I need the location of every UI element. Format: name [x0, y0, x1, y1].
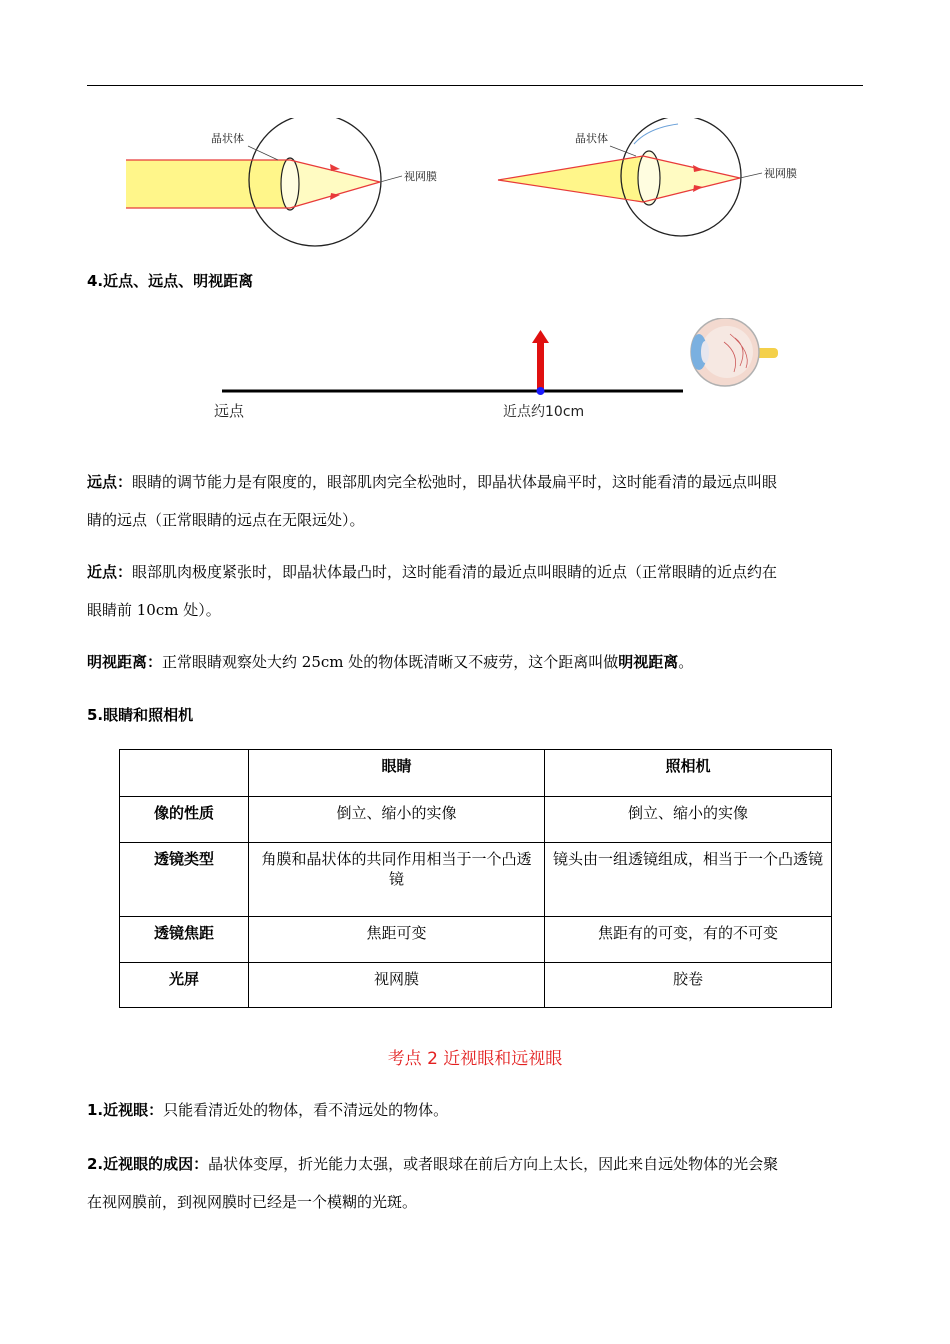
far-point-line2: 睛的远点（正常眼睛的远点在无限远处）。 [87, 511, 365, 529]
right-retina-leader [740, 173, 762, 178]
left-eye-diagram [126, 118, 437, 246]
clear-vision-end: 。 [678, 653, 694, 671]
table-row [120, 797, 832, 843]
clear-vision-term: 明视距离： [87, 653, 163, 671]
table-cell-camera: 倒立、缩小的实像 [545, 797, 832, 843]
left-retina-label: 视网膜 [404, 170, 437, 183]
section5-heading: 5.眼睛和照相机 [87, 706, 194, 724]
section4-heading: 4.近点、远点、明视距离 [87, 272, 254, 290]
myopia-definition-text: 只能看清近处的物体，看不清远处的物体。 [163, 1101, 449, 1119]
near-point-line1: 眼部肌肉极度紧张时，即晶状体最凸时，这时能看清的最近点叫眼睛的近点（正常眼睛的近点约在 [132, 563, 778, 581]
right-eye-diagram [498, 118, 797, 236]
near-point-term: 近点： [87, 563, 133, 581]
table-cell-eye: 视网膜 [249, 963, 545, 1008]
clear-vision-paragraph [87, 643, 863, 681]
near-far-point-diagram [200, 318, 800, 428]
far-point-paragraph [87, 463, 863, 539]
section-title: 考点 2 近视眼和远视眼 [387, 1049, 563, 1069]
table-cell-eye: 倒立、缩小的实像 [249, 797, 545, 843]
eyeball-illustration [691, 318, 778, 386]
myopia-definition-term: 1.近视眼： [87, 1101, 164, 1119]
table-header-cell: 照相机 [545, 750, 832, 797]
table-row-label: 透镜类型 [120, 843, 249, 917]
right-lens-leader [610, 146, 636, 156]
myopia-cause-line1: 晶状体变厚，折光能力太强，或者眼球在前后方向上太长，因此来自远处物体的光会聚 [208, 1155, 779, 1173]
far-point-label: 远点 [214, 402, 245, 420]
left-ray-arrow-top [330, 164, 340, 171]
eye-lens [701, 341, 709, 363]
table-row [120, 843, 832, 917]
myopia-cause-term: 2.近视眼的成因： [87, 1155, 209, 1173]
right-cornea [634, 124, 678, 144]
table-cell-eye: 焦距可变 [249, 917, 545, 963]
near-point-paragraph [87, 553, 863, 629]
eye-camera-comparison-table [119, 749, 832, 1008]
myopia-cause-line2: 在视网膜前，到视网膜时已经是一个模糊的光斑。 [87, 1193, 418, 1211]
myopia-cause-paragraph [87, 1145, 863, 1221]
left-lens [281, 158, 299, 210]
table-row-label: 像的性质 [120, 797, 249, 843]
table-cell-eye: 角膜和晶状体的共同作用相当于一个凸透镜 [249, 843, 545, 917]
object-arrow-head [532, 330, 549, 343]
left-parallel-beam [126, 160, 290, 208]
left-retina-leader [380, 176, 402, 182]
eye-focus-diagram [118, 118, 818, 248]
clear-vision-text: 正常眼睛观察处大约 25cm 处的物体既清晰又不疲劳，这个距离叫做 [162, 653, 619, 671]
near-point-line2: 眼睛前 10cm 处）。 [87, 601, 221, 619]
table-header-cell [120, 750, 249, 797]
far-point-line1: 眼睛的调节能力是有限度的，眼部肌肉完全松弛时，即晶状体最扁平时，这时能看清的最远点叫眼 [132, 473, 778, 491]
right-retina-label: 视网膜 [764, 167, 797, 180]
table-header-row [120, 750, 832, 797]
clear-vision-term2: 明视距离 [618, 653, 679, 671]
table-row-label: 光屏 [120, 963, 249, 1008]
table-row-label: 透镜焦距 [120, 917, 249, 963]
near-point-label: 近点约10cm [503, 404, 585, 420]
table-row [120, 917, 832, 963]
top-rule [87, 85, 863, 86]
table-cell-camera: 镜头由一组透镜组成，相当于一个凸透镜 [545, 843, 832, 917]
object-arrow-shaft [537, 342, 544, 391]
left-lens-label: 晶状体 [211, 132, 244, 145]
myopia-definition-paragraph [87, 1091, 863, 1129]
table-row [120, 963, 832, 1008]
far-point-term: 远点： [87, 473, 133, 491]
near-point-dot [537, 387, 545, 395]
right-lens-label: 晶状体 [575, 132, 608, 145]
table-header-cell: 眼睛 [249, 750, 545, 797]
table-cell-camera: 焦距有的可变，有的不可变 [545, 917, 832, 963]
table-cell-camera: 胶卷 [545, 963, 832, 1008]
